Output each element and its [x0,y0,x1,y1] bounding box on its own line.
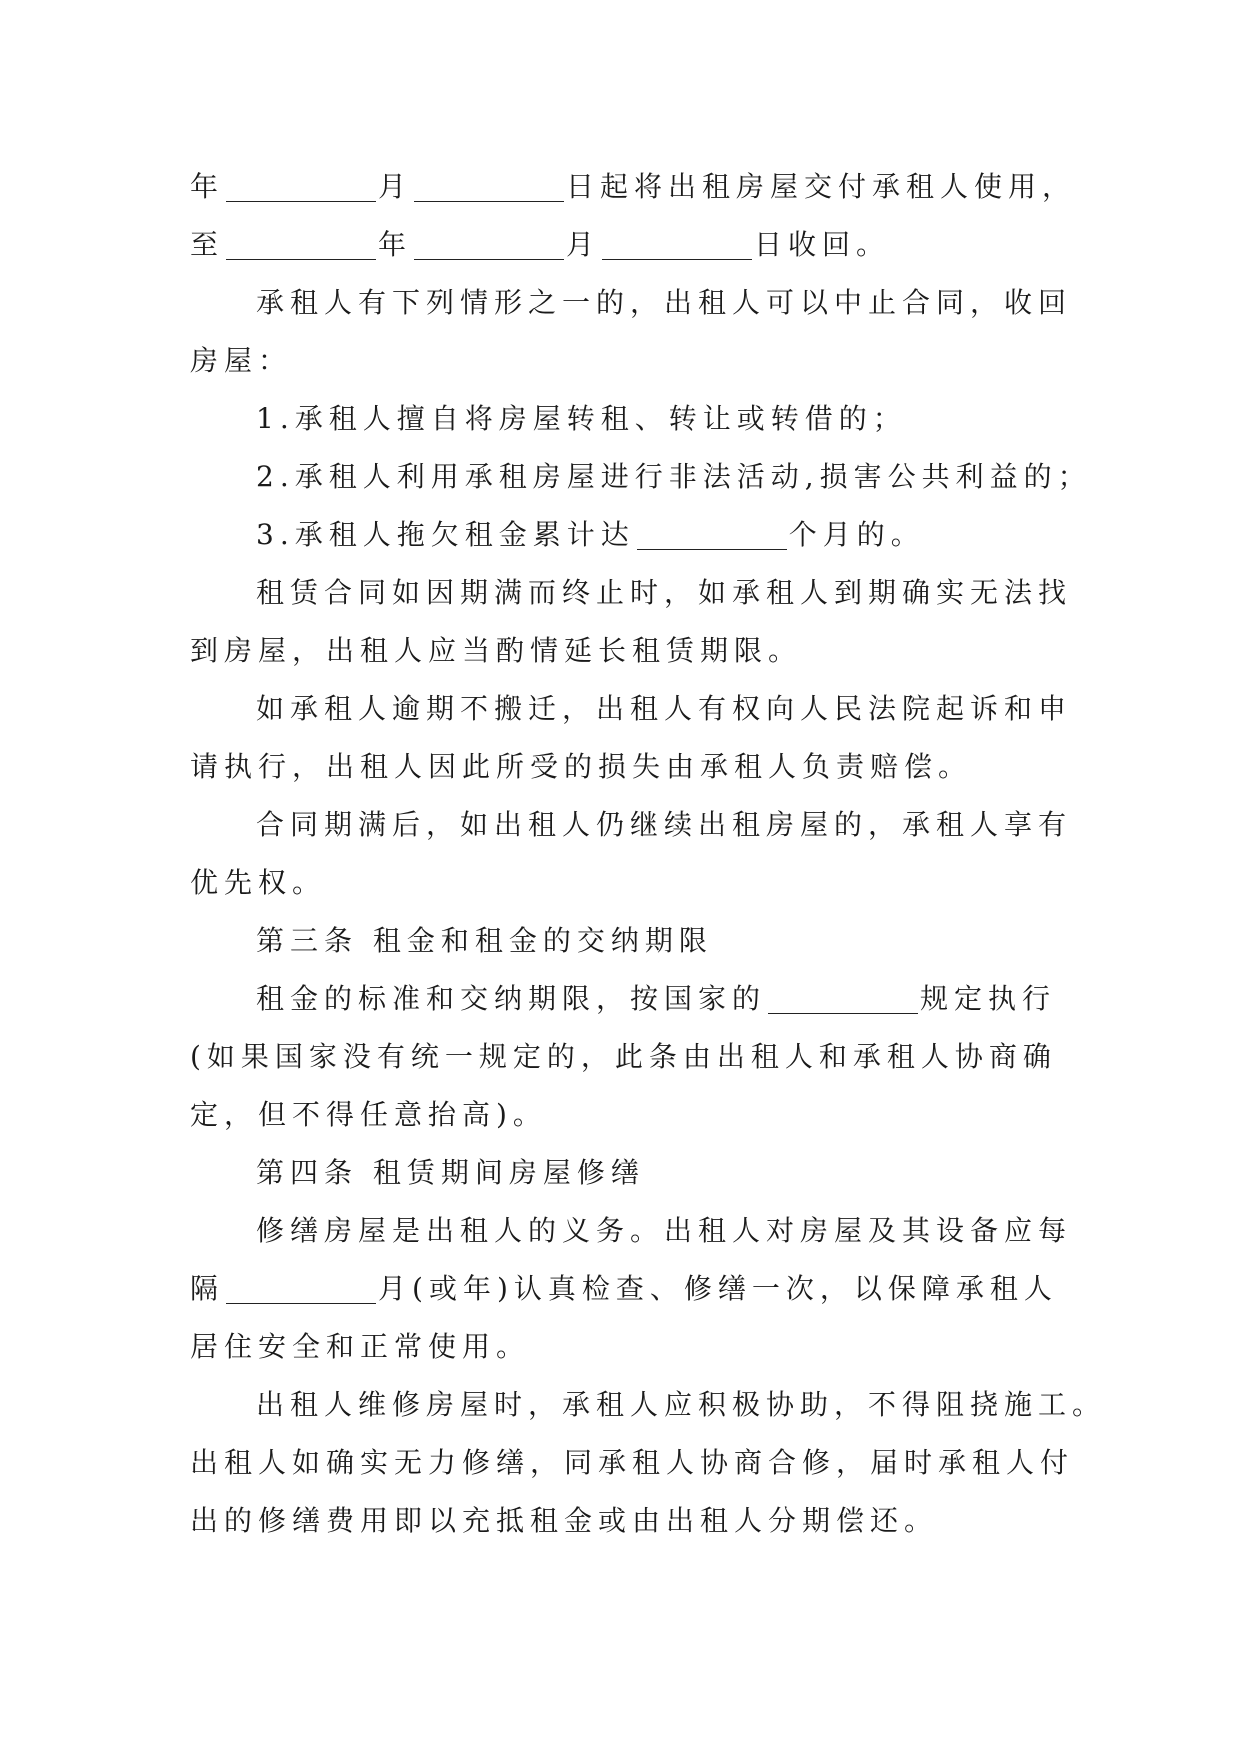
fill-in-blank [637,521,787,550]
text-segment: (如果国家没有统一规定的，此条由出租人和承租人协商确 [190,1040,1057,1073]
text-line [190,1434,1075,1492]
text-segment: 出租人如确实无力修缮，同承租人协商合修，届时承租人付 [190,1446,1075,1479]
text-line [190,1376,1107,1434]
text-segment: 请执行，出租人因此所受的损失由承租人负责赔偿。 [190,750,973,783]
fill-in-blank [768,985,918,1014]
text-segment: 第三条 租金和租金的交纳期限 [256,924,713,957]
fill-in-blank [414,231,564,260]
text-line [190,274,1073,332]
text-segment: 到房屋，出租人应当酌情延长租赁期限。 [190,634,803,667]
text-segment: 优先权。 [190,866,327,899]
text-line [190,1318,1050,1376]
text-line [190,622,1050,680]
text-segment: 房屋： [190,344,293,377]
text-segment: 2.承租人利用承租房屋进行非法活动,损害公共利益的； [256,460,1092,493]
text-line [190,390,1050,448]
text-segment: 定，但不得任意抬高)。 [190,1098,547,1131]
text-line [190,1260,1058,1318]
text-segment: 出租人维修房屋时，承租人应积极协助，不得阻挠施工。 [256,1388,1107,1421]
text-segment: 至 [190,228,225,261]
fill-in-blank [602,231,752,260]
text-line [190,1028,1057,1086]
text-line [190,332,1050,390]
text-segment: 月 [378,170,413,203]
text-line [190,912,1050,970]
text-line [190,1492,1050,1550]
text-segment: 3.承租人拖欠租金累计达 [256,518,635,551]
text-line [190,796,1073,854]
text-line [190,680,1073,738]
text-segment: 合同期满后，如出租人仍继续出租房屋的，承租人享有 [256,808,1073,841]
text-segment: 修缮房屋是出租人的义务。出租人对房屋及其设备应每 [256,1214,1073,1247]
text-line [190,738,1050,796]
text-segment: 承租人有下列情形之一的，出租人可以中止合同，收回 [256,286,1073,319]
document-body [190,158,1107,1550]
text-line [190,1144,1050,1202]
text-segment: 第四条 租赁期间房屋修缮 [256,1156,645,1189]
text-line [190,564,1073,622]
text-segment: 出的修缮费用即以充抵租金或由出租人分期偿还。 [190,1504,939,1537]
text-segment: 租金的标准和交纳期限，按国家的 [256,982,767,1015]
text-line [190,1086,1050,1144]
text-segment: 租赁合同如因期满而终止时，如承租人到期确实无法找 [256,576,1073,609]
text-segment: 日收回。 [754,228,891,261]
fill-in-blank [226,173,376,202]
text-line [190,854,1050,912]
text-segment: 月(或年)认真检查、修缮一次，以保障承租人 [378,1272,1058,1305]
text-line [190,970,1057,1028]
text-segment: 年 [190,170,225,203]
text-segment: 个月的。 [788,518,925,551]
text-line [190,216,1050,274]
text-segment: 日起将出租房屋交付承租人使用， [566,170,1077,203]
text-segment: 月 [566,228,601,261]
text-segment: 如承租人逾期不搬迁，出租人有权向人民法院起诉和申 [256,692,1073,725]
fill-in-blank [414,173,564,202]
text-segment: 1.承租人擅自将房屋转租、转让或转借的； [256,402,907,435]
text-segment: 隔 [190,1272,225,1305]
text-segment: 规定执行 [920,982,1057,1015]
fill-in-blank [226,1275,376,1304]
text-line [190,158,1077,216]
text-line [190,506,1050,564]
text-segment: 居住安全和正常使用。 [190,1330,531,1363]
text-line [190,1202,1073,1260]
fill-in-blank [226,231,376,260]
text-segment: 年 [378,228,413,261]
text-line [190,448,1092,506]
